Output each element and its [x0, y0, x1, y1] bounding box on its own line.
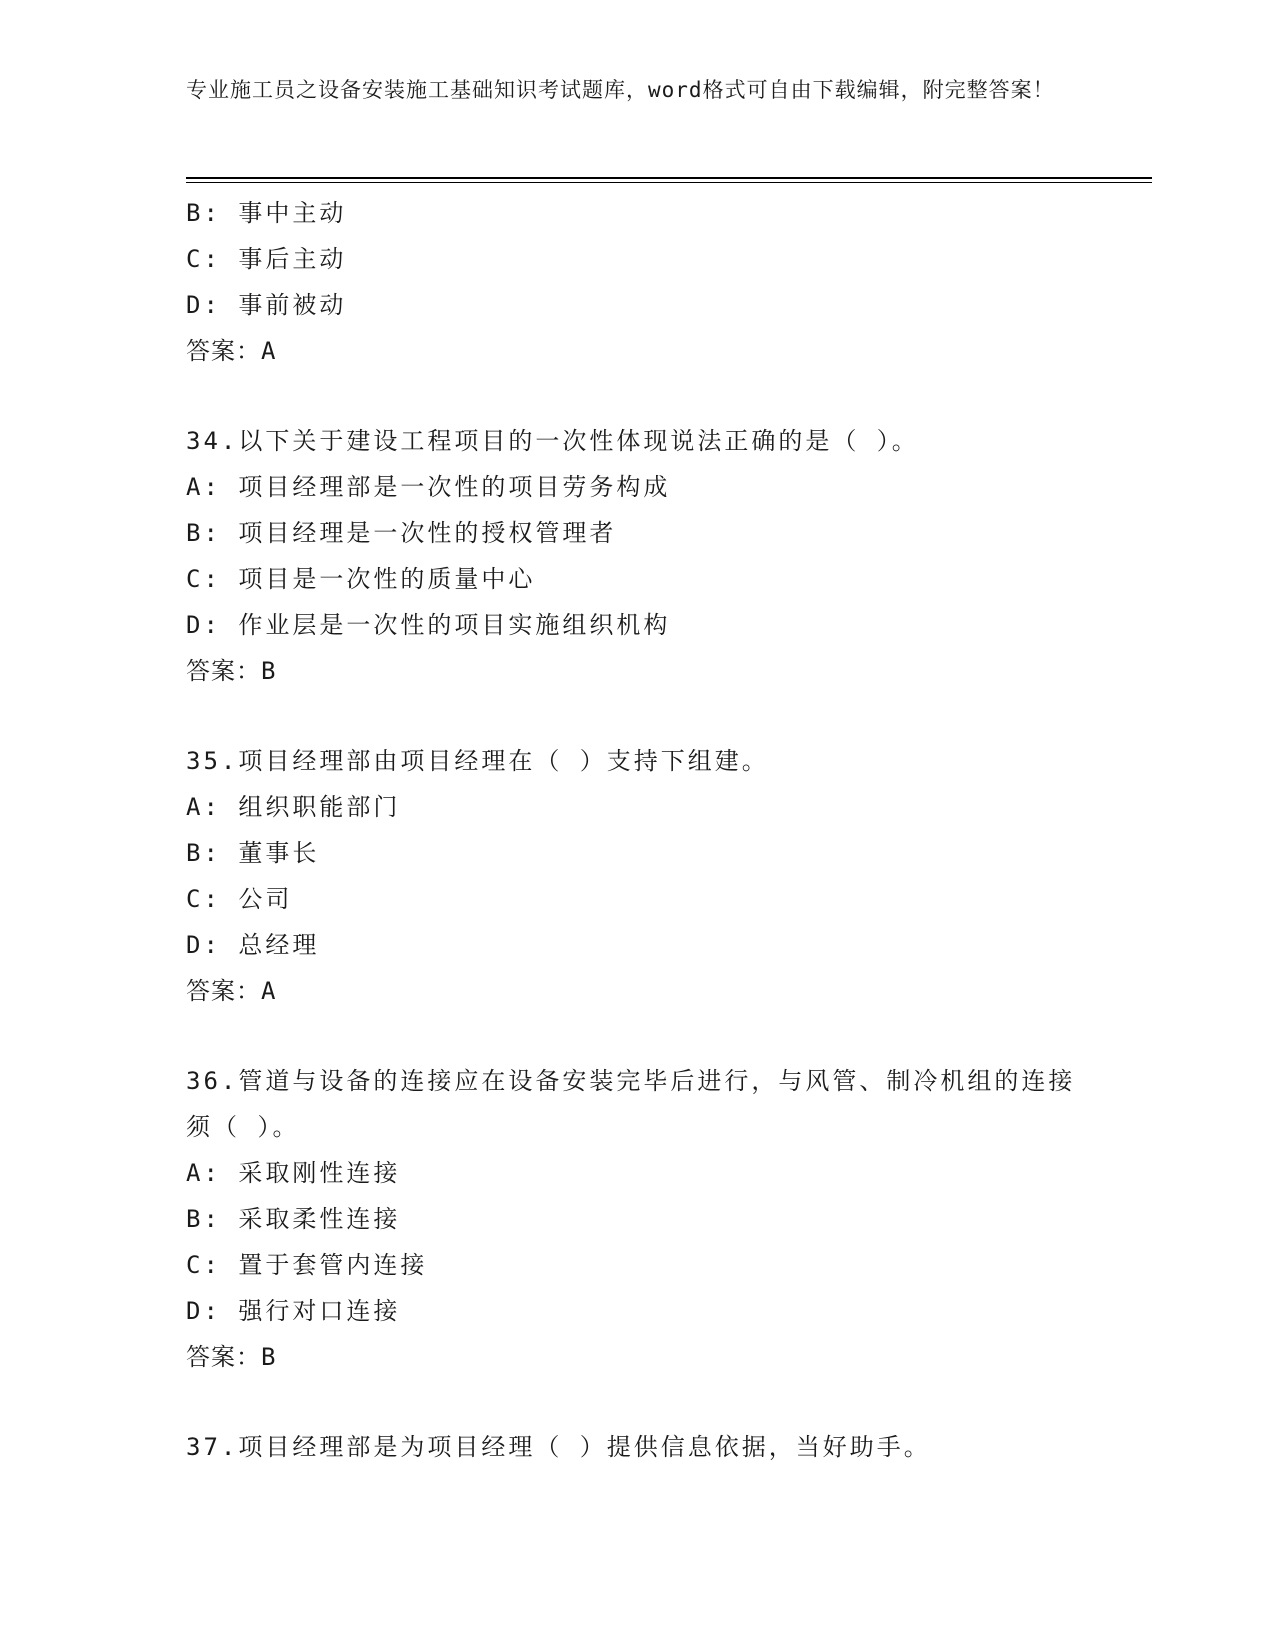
option-a: A: 采取刚性连接: [186, 1159, 401, 1187]
answer-label: 答案：A: [186, 337, 277, 365]
option-d: D: 事前被动: [186, 291, 347, 319]
option-b: B: 事中主动: [186, 199, 347, 227]
question-list: [186, 190, 1086, 1470]
question-stem: 34.以下关于建设工程项目的一次性体现说法正确的是（ ）。: [186, 427, 919, 455]
option-d: D: 作业层是一次性的项目实施组织机构: [186, 611, 671, 639]
option-d: D: 强行对口连接: [186, 1297, 401, 1325]
question-35: [186, 738, 1086, 1014]
answer-label: 答案：A: [186, 977, 277, 1005]
header-rule-thin: [186, 182, 1152, 183]
document-header: 专业施工员之设备安装施工基础知识考试题库，word格式可自由下载编辑，附完整答案！: [186, 78, 1055, 102]
question-stem: 35.项目经理部由项目经理在（ ）支持下组建。: [186, 747, 769, 775]
option-b: B: 项目经理是一次性的授权管理者: [186, 519, 617, 547]
question-stem: 36.管道与设备的连接应在设备安装完毕后进行，与风管、制冷机组的连接须（ ）。: [186, 1067, 1076, 1141]
option-c: C: 项目是一次性的质量中心: [186, 565, 536, 593]
header-rule-thick: [186, 177, 1152, 179]
option-c: C: 公司: [186, 885, 293, 913]
answer-label: 答案：B: [186, 1343, 277, 1371]
option-d: D: 总经理: [186, 931, 320, 959]
option-a: A: 项目经理部是一次性的项目劳务构成: [186, 473, 671, 501]
answer-label: 答案：B: [186, 657, 277, 685]
option-c: C: 事后主动: [186, 245, 347, 273]
question-37: [186, 1424, 1086, 1470]
option-b: B: 采取柔性连接: [186, 1205, 401, 1233]
question-36: [186, 1058, 1086, 1380]
option-a: A: 组织职能部门: [186, 793, 401, 821]
question-33-tail: [186, 190, 1086, 374]
question-stem: 37.项目经理部是为项目经理（ ）提供信息依据，当好助手。: [186, 1433, 931, 1461]
question-34: [186, 418, 1086, 694]
option-b: B: 董事长: [186, 839, 320, 867]
option-c: C: 置于套管内连接: [186, 1251, 428, 1279]
